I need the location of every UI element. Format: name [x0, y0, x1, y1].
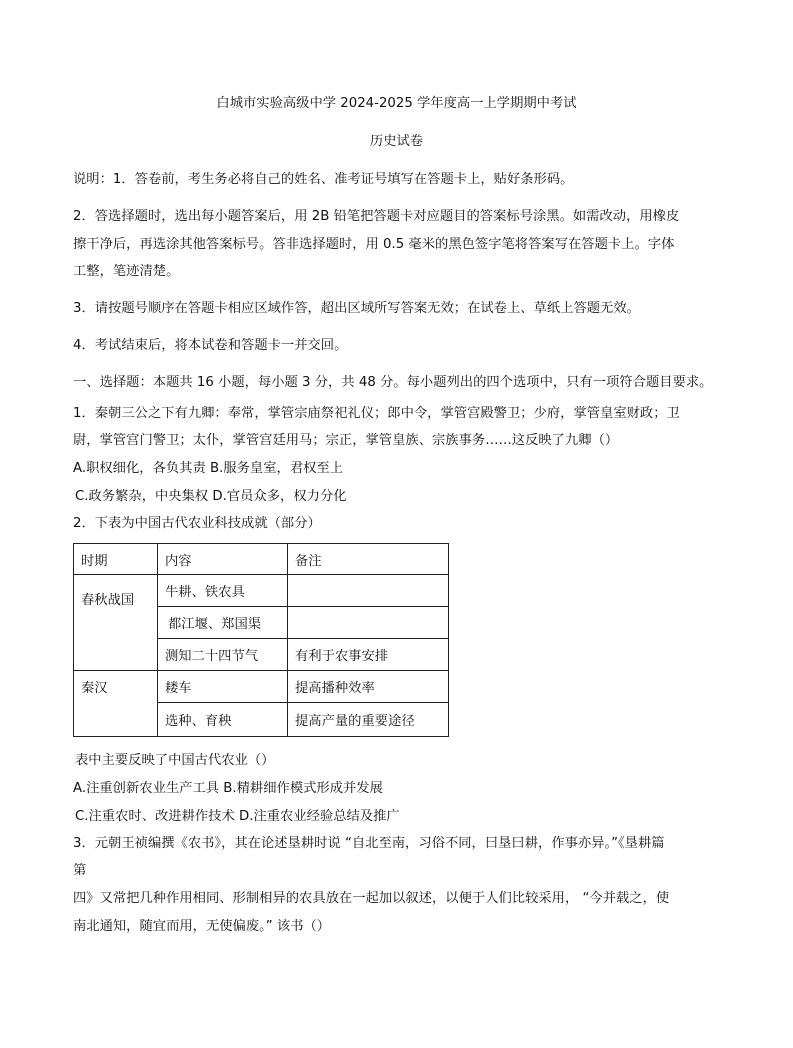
table-cell-period: 秦汉: [74, 671, 158, 737]
q2-options-ab: A.注重创新农业生产工具 B.精耕细作模式形成并发展: [73, 781, 383, 796]
q2-after-table: 表中主要反映了中国古代农业（）: [75, 753, 275, 768]
exam-subtitle: 历史试卷: [369, 134, 424, 149]
q2-options-cd: C.注重农时、改进耕作技术 D.注重农业经验总结及推广: [75, 809, 400, 824]
table-header-cell: 内容: [158, 544, 288, 575]
table-cell: 提高播种效率: [288, 671, 449, 703]
q1-options-ab: A.职权细化，各负其责 B.服务皇室，君权至上: [73, 461, 344, 476]
table-header-cell: 时期: [74, 544, 158, 575]
table-cell: 提高产量的重要途径: [288, 703, 449, 737]
instruction-4: 4．考试结束后，将本试卷和答题卡一并交回。: [73, 338, 348, 353]
table-cell: 测知二十四节气: [158, 639, 288, 671]
q1-stem-b: 尉，掌管宫门警卫；太仆，掌管宫廷用马；宗正，掌管皇族、宗族事务……这反映了九卿（）: [73, 433, 619, 448]
table-cell: [288, 607, 449, 639]
section-heading: 一、选择题：本题共 16 小题，每小题 3 分，共 48 分。每小题列出的四个选项中，只有一项符合题目要求。: [73, 375, 713, 390]
table-cell: 牛耕、铁农具: [158, 575, 288, 607]
table-cell: 选种、育秧: [158, 703, 288, 737]
q3-stem-d: 南北通知，随宜而用，无使偏废。” 该书（）: [73, 919, 331, 934]
agriculture-table: [73, 543, 449, 737]
q2-stem: 2．下表为中国古代农业科技成就（部分）: [73, 516, 321, 531]
table-row: [74, 671, 449, 703]
q1-stem-a: 1．秦朝三公之下有九卿：奉常，掌管宗庙祭祀礼仪；郎中令，掌管宫殿警卫；少府，掌管皇室财政；卫: [73, 406, 680, 421]
table-cell: 有利于农事安排: [288, 639, 449, 671]
q3-stem-b: 第: [73, 863, 87, 878]
table-header-cell: 备注: [288, 544, 449, 575]
instruction-2b: 擦干净后，再选涂其他答案标号。答非选择题时，用 0.5 毫米的黑色签字笔将答案写在答题卡上。字体: [73, 237, 675, 252]
instruction-2a: 2．答选择题时，选出每小题答案后，用 2B 铅笔把答题卡对应题目的答案标号涂黑。如需改动，用橡皮: [73, 209, 680, 224]
instruction-2c: 工整，笔迹清楚。: [73, 264, 180, 279]
q3-stem-c: 四》又常把几种作用相同、形制相异的农具放在一起加以叙述，以便于人们比较采用， “今并载之，使: [73, 891, 670, 906]
table-cell: [288, 575, 449, 607]
q3-stem-a: 3．元朝王祯编撰《农书》，其在论述垦耕时说 “自北至南，习俗不同，曰垦曰耕，作事亦异。”《垦耕篇: [73, 836, 665, 851]
instruction-1: 说明：1．答卷前，考生务必将自己的姓名、准考证号填写在答题卡上，贴好条形码。: [73, 172, 574, 187]
table-cell: 都江堰、郑国渠: [158, 607, 288, 639]
table-row: [74, 575, 449, 607]
table-cell-period: 春秋战国: [74, 575, 158, 671]
instruction-3: 3．请按题号顺序在答题卡相应区域作答，超出区域所写答案无效；在试卷上、草纸上答题无效。: [73, 301, 640, 316]
table-header-row: [74, 544, 449, 575]
exam-title: 白城市实验高级中学 2024-2025 学年度高一上学期期中考试: [216, 96, 577, 111]
table-cell: 耧车: [158, 671, 288, 703]
q1-options-cd: C.政务繁杂，中央集权 D.官员众多，权力分化: [75, 489, 347, 504]
